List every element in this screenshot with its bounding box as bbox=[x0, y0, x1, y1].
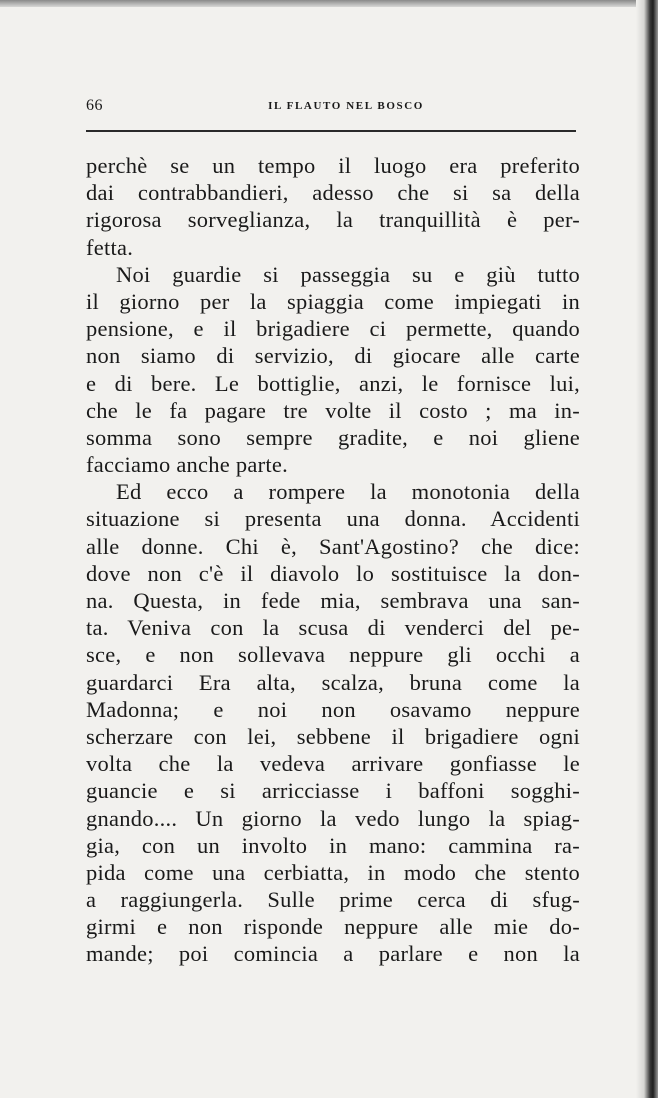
book-page bbox=[86, 96, 582, 968]
text-line: alle donne. Chi è, Sant'Agostino? che dice: bbox=[86, 533, 580, 559]
text-line: pensione, e il brigadiere ci permette, quando bbox=[86, 316, 580, 342]
text-line: somma sono sempre gradite, e noi gliene bbox=[86, 424, 580, 450]
paragraph-2 bbox=[86, 261, 580, 479]
text-line: na. Questa, in fede mia, sembrava una san- bbox=[86, 588, 580, 613]
text-line: e di bere. Le bottiglie, anzi, le fornisce lui, bbox=[86, 370, 580, 396]
running-header bbox=[86, 96, 582, 120]
text-line: a raggiungerla. Sulle prime cerca di sfug- bbox=[86, 887, 580, 913]
text-line: volta che la vedeva arrivare gonfiasse le bbox=[86, 751, 580, 777]
text-line: mande; poi comincia a parlare e non la bbox=[86, 941, 580, 967]
text-line: Madonna; e noi non osavamo neppure bbox=[86, 696, 580, 722]
text-line: scherzare con lei, sebbene il brigadiere ogni bbox=[86, 723, 580, 749]
page-top-shadow bbox=[0, 0, 658, 7]
text-line: pida come una cerbiatta, in modo che stento bbox=[86, 859, 580, 885]
text-line: ta. Veniva con la scusa di venderci del pe- bbox=[86, 615, 580, 641]
text-line: sce, e non sollevava neppure gli occhi a bbox=[86, 642, 580, 668]
paragraph-1 bbox=[86, 152, 580, 261]
book-spine-edge bbox=[636, 0, 658, 1098]
text-line: Noi guardie si passeggia su e giù tutto bbox=[116, 261, 580, 287]
text-line: fetta. bbox=[86, 234, 134, 260]
text-line: gnando.... Un giorno la vedo lungo la spiag- bbox=[86, 805, 580, 831]
header-rule bbox=[86, 130, 576, 132]
page-number: 66 bbox=[86, 97, 103, 114]
text-line: Ed ecco a rompere la monotonia della bbox=[116, 479, 580, 505]
text-line: guancie e si arricciasse i baffoni sogghi- bbox=[86, 778, 580, 804]
body-text bbox=[86, 152, 580, 968]
text-line: il giorno per la spiaggia come impiegati in bbox=[86, 288, 580, 314]
text-line: rigorosa sorveglianza, la tranquillità è per- bbox=[86, 207, 580, 233]
text-line: dove non c'è il diavolo lo sostituisce la don- bbox=[86, 560, 580, 586]
text-line: gia, con un involto in mano: cammina ra- bbox=[86, 832, 580, 858]
text-line: perchè se un tempo il luogo era preferito bbox=[86, 153, 580, 178]
paragraph-3 bbox=[86, 478, 580, 967]
text-line: non siamo di servizio, di giocare alle carte bbox=[86, 343, 580, 369]
text-line: che le fa pagare tre volte il costo ; ma in- bbox=[86, 397, 580, 423]
running-title: IL FLAUTO NEL BOSCO bbox=[268, 100, 424, 112]
text-line: facciamo anche parte. bbox=[86, 452, 288, 478]
text-line: situazione si presenta una donna. Accidenti bbox=[86, 506, 580, 532]
text-line: girmi e non risponde neppure alle mie do- bbox=[86, 914, 580, 940]
text-line: dai contrabbandieri, adesso che si sa della bbox=[86, 180, 580, 206]
text-line: guardarci Era alta, scalza, bruna come la bbox=[86, 669, 580, 695]
